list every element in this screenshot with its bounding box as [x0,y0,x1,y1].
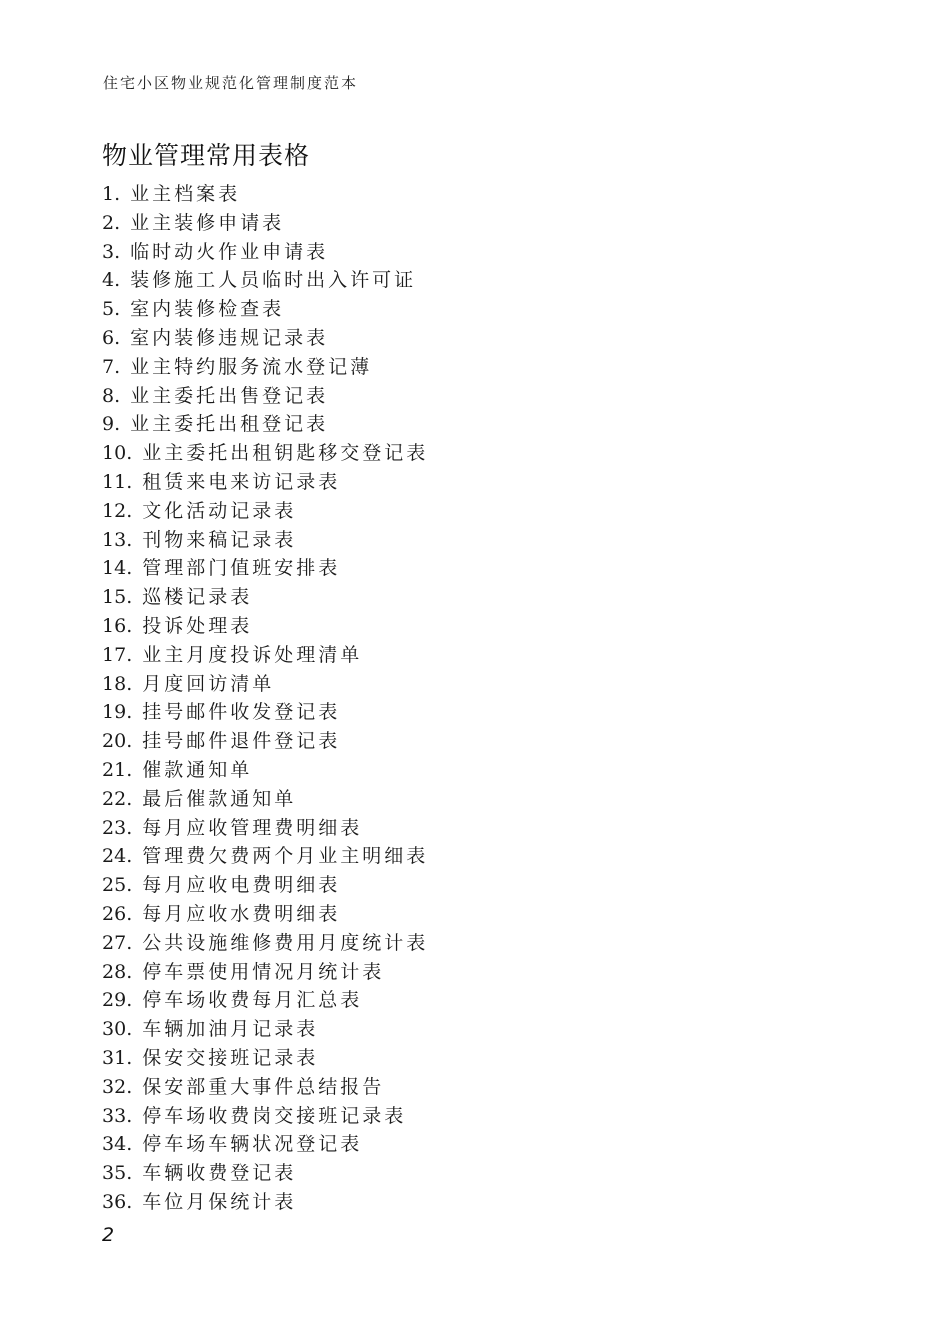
list-item-text: 租赁来电来访记录表 [142,470,341,493]
list-item [102,1159,428,1188]
list-item-number: 36 [102,1190,127,1213]
list-item [102,1015,428,1044]
list-item-text: 业主档案表 [130,183,241,205]
list-item [102,1102,428,1131]
list-item [102,410,428,439]
list-item-number: 1 [102,183,115,205]
list-item-number: 3 [102,240,115,263]
list-item-separator: . [126,960,136,983]
list-item-number: 35 [102,1162,127,1185]
list-item-separator: . [114,384,124,407]
list-item-number: 9 [102,413,115,436]
list-item-separator: . [126,902,136,925]
list-item-separator: . [126,528,136,551]
list-item-separator: . [126,557,136,580]
list-item [102,785,428,814]
list-item-text: 业主委托出租钥匙移交登记表 [142,442,429,465]
list-item [102,209,428,238]
list-item-number: 13 [102,528,127,551]
list-item-text: 月度回访清单 [142,672,275,695]
running-header: 住宅小区物业规范化管理制度范本 [103,74,359,92]
list-item [102,641,428,670]
list-item [102,180,428,209]
list-item [102,353,428,382]
list-item-number: 12 [102,499,127,522]
list-item [102,295,428,324]
list-item-separator: . [126,1162,136,1185]
list-item-separator: . [126,989,136,1012]
list-item-separator: . [114,413,124,436]
list-item-text: 文化活动记录表 [142,499,297,522]
list-item-number: 11 [102,470,127,493]
list-item [102,670,428,699]
list-item-separator: . [126,1104,136,1127]
list-item-number: 15 [102,586,127,609]
list-item-separator: . [114,183,124,205]
list-item [102,958,428,987]
document-title: 物业管理常用表格 [102,141,311,170]
list-item-text: 催款通知单 [142,758,253,781]
list-item-separator: . [126,643,136,666]
page-number: 2 [102,1224,115,1246]
list-item-text: 停车票使用情况月统计表 [142,960,385,983]
list-item [102,1130,428,1159]
list-item-text: 最后催款通知单 [142,787,297,810]
list-item [102,1073,428,1102]
list-item-separator: . [126,1046,136,1069]
list-item [102,698,428,727]
list-item [102,814,428,843]
list-item-number: 24 [102,845,127,868]
list-item [102,468,428,497]
list-item-separator: . [126,586,136,609]
list-item [102,842,428,871]
list-item-text: 每月应收电费明细表 [142,874,341,897]
list-item-separator: . [114,355,124,378]
list-item-text: 每月应收水费明细表 [142,902,341,925]
list-item [102,1188,428,1217]
list-item-text: 车辆加油月记录表 [142,1018,319,1041]
list-item [102,929,428,958]
list-item-number: 20 [102,730,127,753]
list-item-number: 32 [102,1075,127,1098]
list-item-number: 14 [102,557,127,580]
list-item-number: 17 [102,643,127,666]
list-item-text: 装修施工人员临时出入许可证 [130,269,417,292]
list-item-text: 巡楼记录表 [142,586,253,609]
list-item [102,756,428,785]
list-item-separator: . [114,326,124,349]
list-item-text: 车位月保统计表 [142,1190,297,1213]
list-item-number: 31 [102,1046,127,1069]
list-item-separator: . [126,442,136,465]
list-item [102,238,428,267]
list-item-text: 管理费欠费两个月业主明细表 [142,845,429,868]
list-item-number: 29 [102,989,127,1012]
list-item-number: 33 [102,1104,127,1127]
list-item [102,727,428,756]
list-item-number: 8 [102,384,115,407]
list-item [102,871,428,900]
list-item-separator: . [126,1075,136,1098]
list-item [102,583,428,612]
list-item-number: 34 [102,1133,127,1156]
list-item-number: 4 [102,269,115,292]
list-item-text: 挂号邮件收发登记表 [142,701,341,724]
list-item-text: 停车场收费岗交接班记录表 [142,1104,407,1127]
list-item-number: 27 [102,931,127,954]
list-item-separator: . [126,614,136,637]
list-item [102,382,428,411]
list-item-number: 18 [102,672,127,695]
list-item-separator: . [114,298,124,321]
list-item-number: 16 [102,614,127,637]
list-item-text: 停车场车辆状况登记表 [142,1133,363,1156]
list-item [102,266,428,295]
list-item-separator: . [126,672,136,695]
list-item-number: 10 [102,442,127,465]
list-item-text: 业主特约服务流水登记薄 [130,355,373,378]
list-item [102,324,428,353]
list-item-text: 室内装修检查表 [130,298,285,321]
list-item-number: 21 [102,758,127,781]
list-item-number: 23 [102,816,127,839]
list-item-number: 28 [102,960,127,983]
list-item-separator: . [126,499,136,522]
form-list [102,180,428,1217]
list-item-text: 管理部门值班安排表 [142,557,341,580]
list-item-text: 保安交接班记录表 [142,1046,319,1069]
list-item [102,900,428,929]
list-item-text: 公共设施维修费用月度统计表 [142,931,429,954]
list-item-separator: . [126,1133,136,1156]
list-item-separator: . [126,1190,136,1213]
list-item-number: 2 [102,211,115,234]
list-item-separator: . [126,845,136,868]
list-item-separator: . [126,816,136,839]
list-item-text: 室内装修违规记录表 [130,326,329,349]
list-item-number: 7 [102,355,115,378]
list-item-separator: . [126,874,136,897]
list-item-number: 22 [102,787,127,810]
list-item-text: 每月应收管理费明细表 [142,816,363,839]
list-item-separator: . [114,269,124,292]
list-item-number: 5 [102,298,115,321]
list-item-separator: . [126,1018,136,1041]
list-item-separator: . [126,758,136,781]
list-item-separator: . [126,730,136,753]
list-item-text: 挂号邮件退件登记表 [142,730,341,753]
list-item-number: 19 [102,701,127,724]
list-item-text: 投诉处理表 [142,614,253,637]
list-item-number: 6 [102,326,115,349]
list-item [102,526,428,555]
list-item-separator: . [114,211,124,234]
list-item-separator: . [114,240,124,263]
list-item-text: 业主委托出租登记表 [130,413,329,436]
list-item-text: 保安部重大事件总结报告 [142,1075,385,1098]
list-item-separator: . [126,787,136,810]
list-item-text: 业主装修申请表 [130,211,285,234]
list-item-number: 25 [102,874,127,897]
list-item [102,1044,428,1073]
list-item-separator: . [126,470,136,493]
list-item-number: 26 [102,902,127,925]
list-item-separator: . [126,931,136,954]
list-item-text: 临时动火作业申请表 [130,240,329,263]
list-item [102,439,428,468]
list-item-text: 业主委托出售登记表 [130,384,329,407]
list-item [102,497,428,526]
list-item-text: 停车场收费每月汇总表 [142,989,363,1012]
list-item-text: 刊物来稿记录表 [142,528,297,551]
list-item-text: 车辆收费登记表 [142,1162,297,1185]
list-item-text: 业主月度投诉处理清单 [142,643,363,666]
list-item-number: 30 [102,1018,127,1041]
list-item-separator: . [126,701,136,724]
list-item [102,986,428,1015]
list-item [102,554,428,583]
list-item [102,612,428,641]
